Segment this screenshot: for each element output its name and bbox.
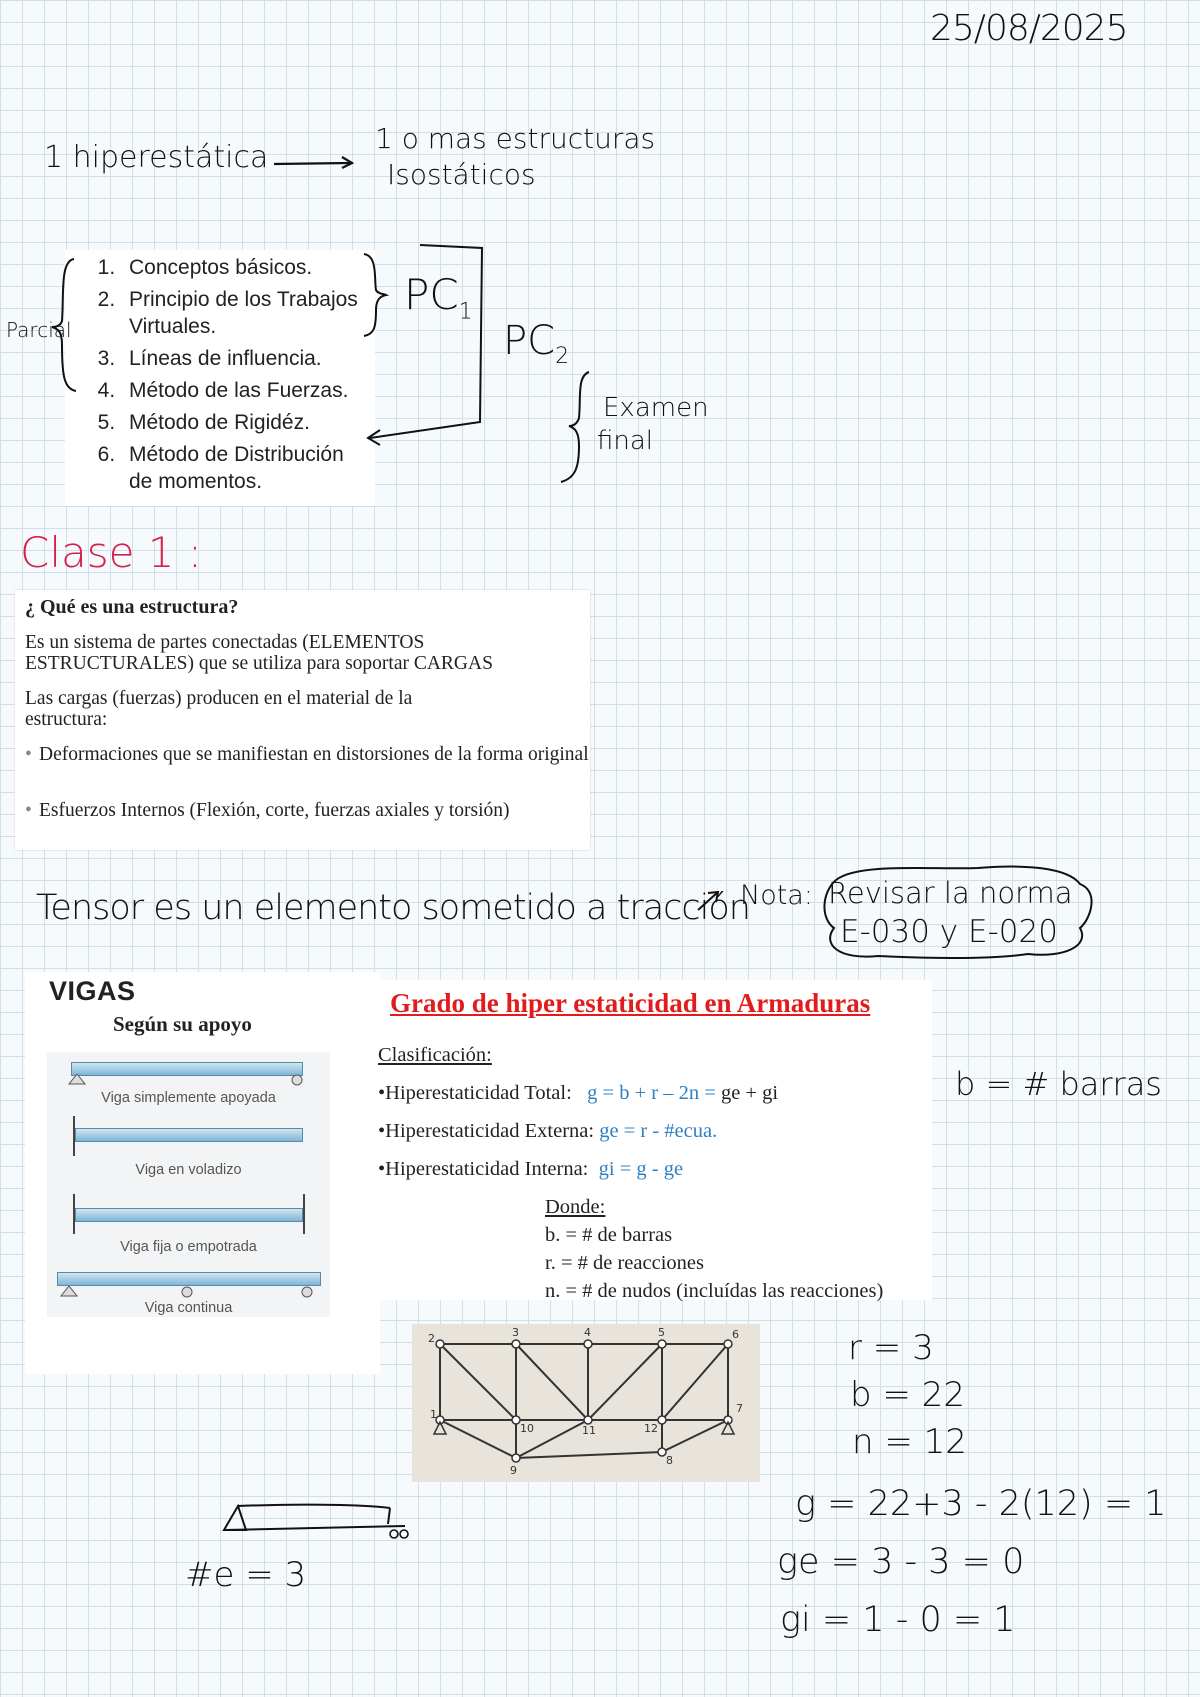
truss-node-label: 2 xyxy=(428,1332,435,1345)
roller-support-icon xyxy=(287,1074,307,1088)
def-n: n. = # de nudos (incluídas las reacciones) xyxy=(545,1280,884,1302)
parcial-label: Parcial xyxy=(6,318,72,342)
calc-r: r = 3 xyxy=(848,1328,934,1368)
roller-support-icon xyxy=(297,1286,317,1300)
calc-g: g = 22+3 - 2(12) = 1 xyxy=(795,1484,1167,1524)
beam-simple xyxy=(71,1062,303,1076)
truss-node-label: 11 xyxy=(582,1424,596,1437)
truss-node-label: 9 xyxy=(510,1464,517,1477)
bullet-dot-icon: • xyxy=(25,744,32,765)
intro-right-line1: 1 o mas estructuras xyxy=(375,122,656,155)
hiper-total: •Hiperestaticidad Total: g = b + r – 2n = ge + gi xyxy=(378,1082,779,1104)
course-item: 3. Líneas de influencia. xyxy=(121,345,375,372)
calc-b: b = 22 xyxy=(850,1375,965,1415)
beam-label: Viga continua xyxy=(144,1300,233,1316)
beam-label: Viga simplemente apoyada xyxy=(101,1090,276,1106)
beam-fixed xyxy=(75,1208,303,1222)
grado-slide xyxy=(372,980,932,1300)
calc-gi: gi = 1 - 0 = 1 xyxy=(780,1600,1016,1640)
truss-drawing xyxy=(412,1324,760,1482)
clase-heading: Clase 1 : xyxy=(20,528,203,577)
beam-label: Viga fija o empotrada xyxy=(120,1239,257,1255)
arrow-right-icon xyxy=(272,152,357,172)
brace-left-icon xyxy=(50,255,80,395)
date: 25/08/2025 xyxy=(930,8,1128,49)
pc1-label: $PC_1$ xyxy=(404,270,473,325)
truss-photo xyxy=(412,1324,760,1482)
truss-node-label: 4 xyxy=(584,1326,591,1339)
b-note: b = # barras xyxy=(955,1065,1162,1103)
slide-para1: Es un sistema de partes conectadas (ELEMENTOS ESTRUCTURALES) que se utiliza para soportar CARGAS xyxy=(25,632,493,674)
course-item: 6. Método de Distribución de momentos. xyxy=(121,441,369,495)
truss-node-label: 3 xyxy=(512,1326,519,1339)
slide-bullet: • Esfuerzos Internos (Flexión, corte, fuerzas axiales y torsión) xyxy=(25,800,510,821)
calc-n: n = 12 xyxy=(852,1422,967,1462)
truss-node-label: 10 xyxy=(520,1422,534,1435)
calc-ge: ge = 3 - 3 = 0 xyxy=(777,1542,1025,1582)
vigas-subtitle: Según su apoyo xyxy=(113,1012,252,1036)
donde-label: Donde: xyxy=(545,1196,606,1218)
course-item: 4. Método de las Fuerzas. xyxy=(121,377,375,404)
pin-support-icon xyxy=(59,1286,79,1300)
nota-line2: E-030 y E-020 xyxy=(840,914,1058,950)
vigas-slide xyxy=(25,972,380,1374)
course-list xyxy=(65,250,375,506)
examen-label: Examen xyxy=(603,393,709,423)
nota-line1: Revisar la norma xyxy=(828,876,1073,910)
pc2-label: $PC_2$ xyxy=(503,318,570,369)
definition-slide xyxy=(15,590,590,850)
slide-bullet: • Deformaciones que se manifiestan en distorsiones de la forma original xyxy=(25,744,589,765)
intro-right-line2: Isostáticos xyxy=(387,158,536,191)
truss-node-label: 7 xyxy=(736,1402,743,1415)
hiper-externa: •Hiperestaticidad Externa: ge = r - #ecua. xyxy=(378,1120,718,1142)
arrow-small-icon xyxy=(694,886,724,914)
course-item: 2. Principio de los Trabajos Virtuales. xyxy=(121,286,379,340)
truss-node-label: 1 xyxy=(430,1408,437,1421)
beam-cantilever xyxy=(75,1128,303,1142)
final-label: final xyxy=(597,426,654,456)
wall-support xyxy=(303,1194,305,1234)
vigas-title: VIGAS xyxy=(49,976,136,1006)
brace-examen-icon xyxy=(555,368,595,486)
beam-sketch xyxy=(210,1500,415,1546)
course-item: 1. Conceptos básicos. xyxy=(121,254,375,281)
nota-label: Nota: xyxy=(740,880,813,911)
roller-support-icon xyxy=(177,1286,197,1300)
beam-label: Viga en voladizo xyxy=(135,1162,242,1178)
beam-continuous xyxy=(57,1272,321,1286)
bracket-arrow-icon xyxy=(360,240,490,450)
course-item: 5. Método de Rigidéz. xyxy=(121,409,375,436)
def-r: r. = # de reacciones xyxy=(545,1252,704,1274)
he-note: #e = 3 xyxy=(185,1555,307,1595)
pin-support-icon xyxy=(67,1074,87,1088)
slide-question: ¿ Qué es una estructura? xyxy=(25,596,239,618)
grado-title: Grado de hiper estaticidad en Armaduras xyxy=(390,988,871,1018)
vigas-panel xyxy=(47,1052,330,1317)
truss-node-label: 8 xyxy=(666,1454,673,1467)
tensor-note: Tensor es un elemento sometido a tracción xyxy=(36,888,750,928)
truss-node-label: 5 xyxy=(658,1326,665,1339)
def-b: b. = # de barras xyxy=(545,1224,673,1246)
slide-para2: Las cargas (fuerzas) producen en el material de la estructura: xyxy=(25,688,413,730)
truss-node-label: 6 xyxy=(732,1328,739,1341)
bullet-dot-icon: • xyxy=(25,800,32,821)
truss-node-label: 12 xyxy=(644,1422,658,1435)
hiper-interna: •Hiperestaticidad Interna: gi = g - ge xyxy=(378,1158,684,1180)
intro-left: 1 hiperestática xyxy=(44,140,269,175)
clasificacion-label: Clasificación: xyxy=(378,1044,492,1066)
